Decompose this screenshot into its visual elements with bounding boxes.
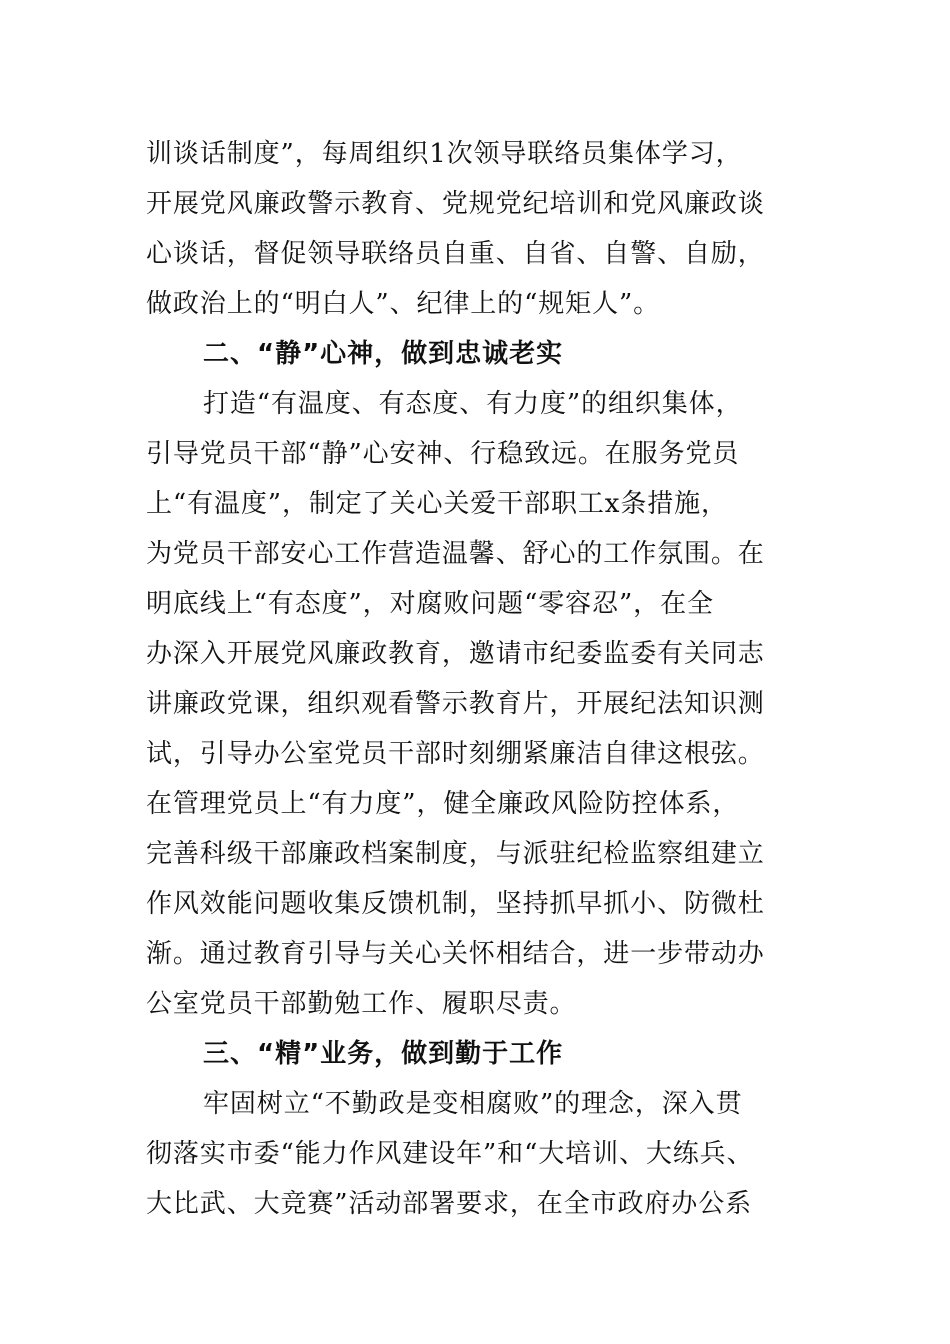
paragraph-line: 公室党员干部勤勉工作、履职尽责。: [146, 989, 577, 1019]
paragraph-line: 上“有温度”，制定了关心关爱干部职工x条措施，: [146, 489, 728, 519]
paragraph-line: 大比武、大竞赛”活动部署要求，在全市政府办公系: [146, 1189, 752, 1219]
paragraph-line: 作风效能问题收集反馈机制，坚持抓早抓小、防微杜: [146, 889, 765, 919]
paragraph-line: 打造“有温度、有态度、有力度”的组织集体，: [203, 389, 743, 419]
paragraph-line: 渐。通过教育引导与关心关怀相结合，进一步带动办: [146, 939, 765, 969]
paragraph-line: 讲廉政党课，组织观看警示教育片，开展纪法知识测: [146, 689, 765, 719]
paragraph-line: 明底线上“有态度”，对腐败问题“零容忍”，在全: [146, 589, 714, 619]
paragraph-line: 训谈话制度”，每周组织1次领导联络员集体学习，: [146, 139, 743, 169]
paragraph-line: 在管理党员上“有力度”，健全廉政风险防控体系，: [146, 789, 740, 819]
paragraph-line: 彻落实市委“能力作风建设年”和“大培训、大练兵、: [146, 1139, 754, 1169]
paragraph-line: 开展党风廉政警示教育、党规党纪培训和党风廉政谈: [146, 189, 765, 219]
paragraph-line: 完善科级干部廉政档案制度，与派驻纪检监察组建立: [146, 839, 765, 869]
section-heading-2: 二、“静”心神，做到忠诚老实: [203, 339, 564, 369]
paragraph-line: 做政治上的“明白人”、纪律上的“规矩人”。: [146, 289, 661, 319]
paragraph-line: 引导党员干部“静”心安神、行稳致远。在服务党员: [146, 439, 740, 469]
paragraph-line: 心谈话，督促领导联络员自重、自省、自警、自励，: [146, 239, 765, 269]
paragraph-line: 牢固树立“不勤政是变相腐败”的理念，深入贯: [203, 1089, 743, 1119]
paragraph-line: 办深入开展党风廉政教育，邀请市纪委监委有关同志: [146, 639, 765, 669]
paragraph-line: 为党员干部安心工作营造温馨、舒心的工作氛围。在: [146, 539, 765, 569]
section-heading-3: 三、“精”业务，做到勤于工作: [203, 1039, 564, 1069]
paragraph-line: 试，引导办公室党员干部时刻绷紧廉洁自律这根弦。: [146, 739, 765, 769]
